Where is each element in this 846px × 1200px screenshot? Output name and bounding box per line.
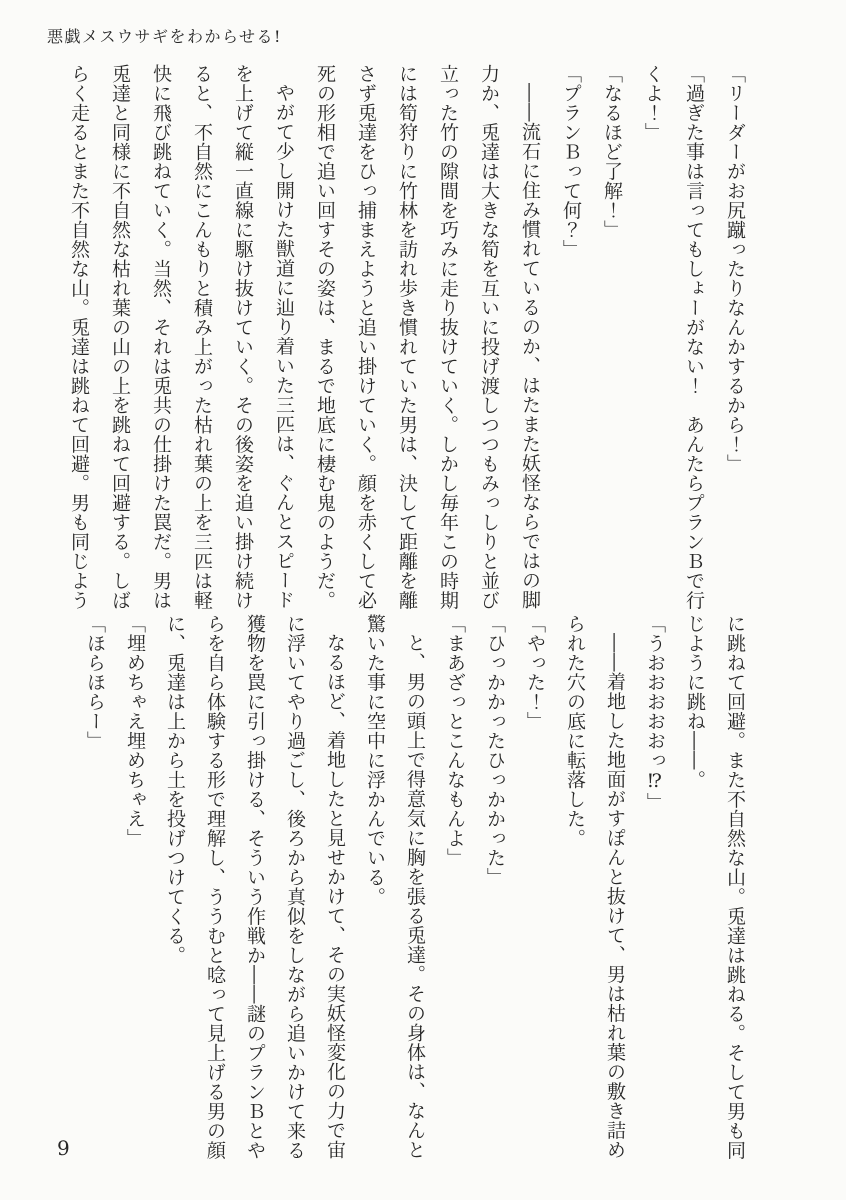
text-block-top xyxy=(55,64,755,616)
text-line: 兎達と同様に不自然な枯れ葉の山の上を跳ねて回避する。しば xyxy=(109,64,131,610)
text-line: 力か、兎達は大きな筍を互いに投げ渡しつつもみっしりと並び xyxy=(478,64,500,610)
text-line: らを自ら体験する形で理解し、ううむと唸って見上げる男の顔 xyxy=(204,614,226,1160)
text-line: には筍狩りに竹林を訪れ歩き慣れていた男は、決して距離を離 xyxy=(396,64,418,610)
text-block-bottom xyxy=(55,614,755,1166)
text-line: じように跳ね――。 xyxy=(684,614,706,790)
text-line: 「まあざっとこんなもんよ」 xyxy=(444,614,466,868)
text-line: と、男の頭上で得意気に胸を張る兎達。その身体は、なんと xyxy=(404,633,426,1160)
running-header: 悪戯メスウサギをわからせる! xyxy=(47,27,282,46)
text-line: を上げて縦一直線に駆け抜けていく。その後姿を追い掛け続け xyxy=(232,64,254,610)
text-line: ――流石に住み慣れているのか、はたまた妖怪ならではの脚 xyxy=(519,83,541,610)
text-line: ――着地した地面がすぽんと抜けて、男は枯れ葉の敷き詰め xyxy=(604,633,626,1160)
text-line: 「リーダーがお尻蹴ったりなんかするから！」 xyxy=(724,64,746,474)
text-line: に浮いてやり過ごし、後ろから真似をしながら追いかけて来る xyxy=(284,614,306,1160)
text-line: 「なるほど了解！」 xyxy=(601,64,623,240)
text-line: 驚いた事に空中に浮かんでいる。 xyxy=(364,614,386,907)
text-line: 獲物を罠に引っ掛ける、そういう作戦か――謎のプランＢとや xyxy=(244,614,266,1160)
page-number: 9 xyxy=(57,1136,70,1160)
text-line: ると、不自然にこんもりと積み上がった枯れ葉の上を三匹は軽 xyxy=(191,64,213,610)
text-line: に、兎達は上から土を投げつけてくる。 xyxy=(164,614,186,965)
text-line: 「過ぎた事は言ってもしょーがない！ あんたらプランＢで行 xyxy=(683,64,705,610)
text-line: 「うおおおおおっ⁉」 xyxy=(644,614,666,812)
text-line: 「ほらほらー」 xyxy=(84,614,106,751)
text-line: 「プランＢって何？」 xyxy=(560,64,582,259)
text-line: 立った竹の隙間を巧みに走り抜けていく。しかし毎年この時期 xyxy=(437,64,459,610)
text-line: られた穴の底に転落した。 xyxy=(564,614,586,848)
text-line: 「ひっかかったひっかかった」 xyxy=(484,614,506,887)
text-line: なるほど、着地したと見せかけて、その実妖怪変化の力で宙 xyxy=(324,633,346,1160)
text-line: に跳ねて回避。また不自然な山。兎達は跳ねる。そして男も同 xyxy=(724,614,746,1160)
text-line: やがて少し開けた獣道に辿り着いた三匹は、ぐんとスピード xyxy=(273,83,295,610)
text-line: 死の形相で追い回すその姿は、まるで地底に棲む鬼のようだ。 xyxy=(314,64,336,610)
text-line: くよ！」 xyxy=(642,64,664,142)
text-line: 快に飛び跳ねていく。当然、それは兎共の仕掛けた罠だ。男は xyxy=(150,64,172,610)
text-line: 「やった！」 xyxy=(524,614,546,731)
text-line: さず兎達をひっ捕まえようと追い掛けていく。顔を赤くして必 xyxy=(355,64,377,610)
text-line: らく走るとまた不自然な山。兎達は跳ねて回避。男も同じよう xyxy=(68,64,90,610)
text-line: 「埋めちゃえ埋めちゃえ」 xyxy=(124,614,146,848)
